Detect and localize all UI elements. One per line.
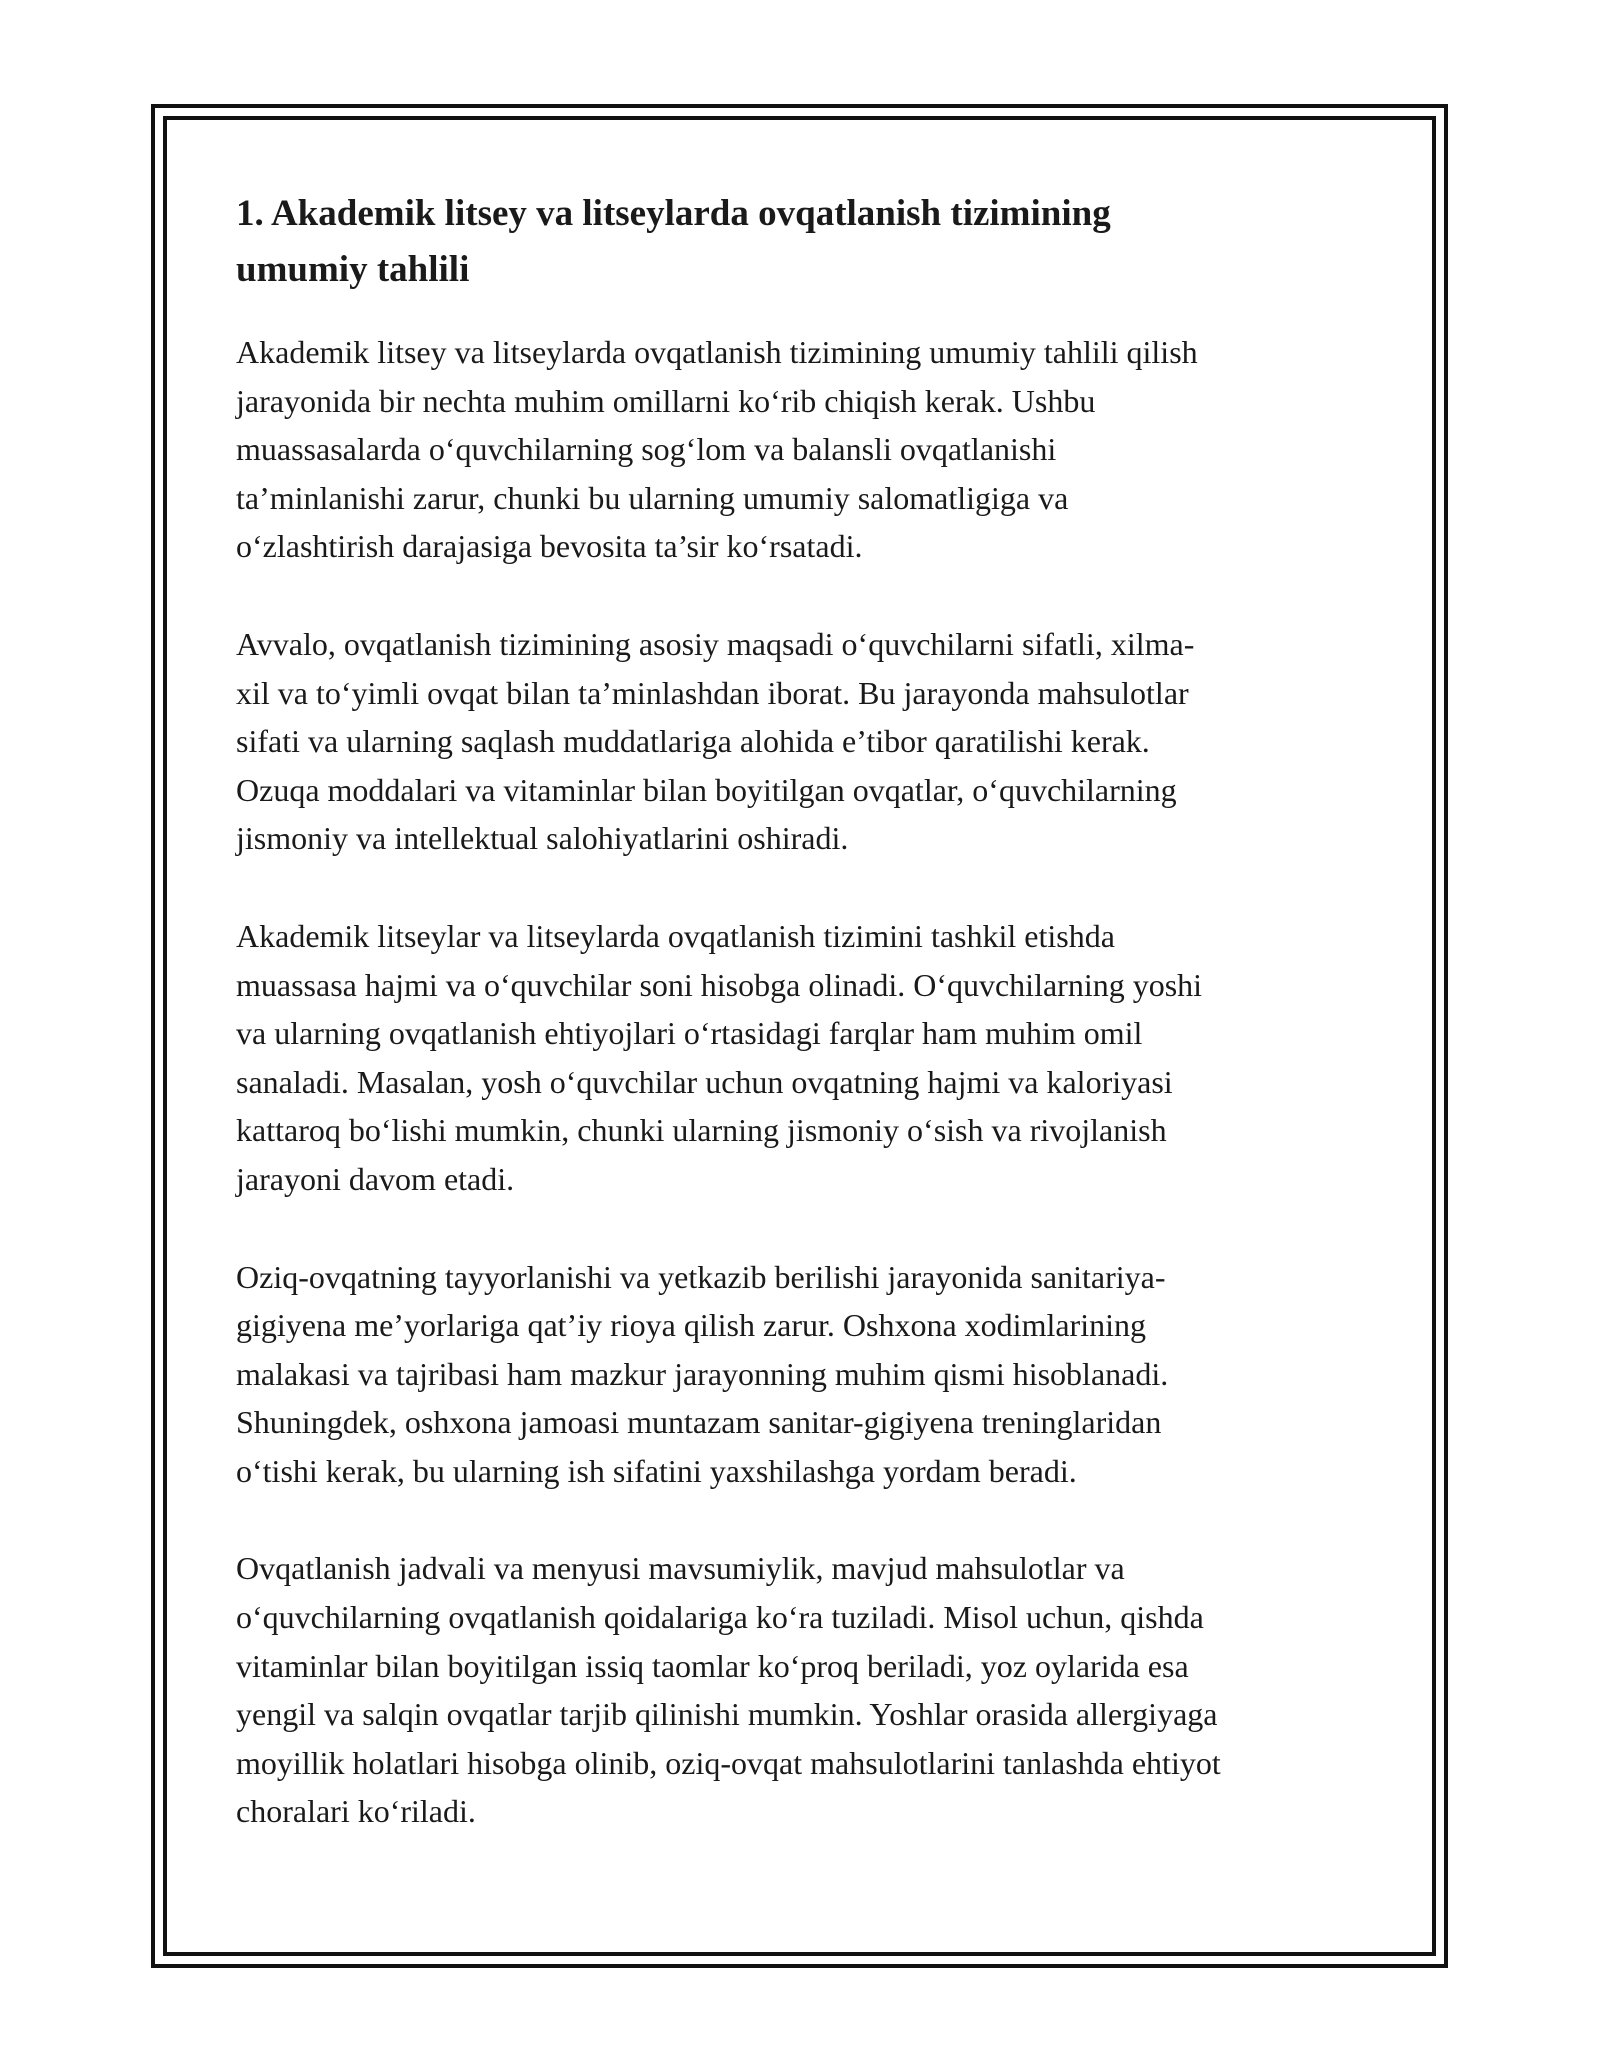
section-heading: 1. Akademik litsey va litseylarda ovqatlanish tizimining umumiy tahlili <box>236 193 1111 290</box>
paragraph-5: Ovqatlanish jadvali va menyusi mavsumiylik, mavjud mahsulotlar va o‘quvchilarning ovqatlanish qoidalariga ko‘ra tuziladi. Misol uchun, qishda vitaminlar bilan boyitilgan issiq taomlar ko‘proq beriladi, yoz oylarida esa yengil va salqin ovqatlar tarjib qilinishi mumkin. Yoshlar orasida allergiyaga moyillik holatlari hisobga olinib, oziq-ovqat mahsulotlarini tanlashda ehtiyot choralari ko‘riladi. <box>236 1550 1221 1830</box>
document-content <box>236 186 1396 1885</box>
paragraph-2: Avvalo, ovqatlanish tizimining asosiy maqsadi o‘quvchilarni sifatli, xilma- xil va to‘yimli ovqat bilan ta’minlashdan iborat. Bu jarayonda mahsulotlar sifati va ularning saqlash muddatlariga alohida e’tibor qaratilishi kerak. Ozuqa moddalari va vitaminlar bilan boyitilgan ovqatlar, o‘quvchilarning jismoniy va intellektual salohiyatlarini oshiradi. <box>236 625 1195 857</box>
paragraph-1: Akademik litsey va litseylarda ovqatlanish tizimining umumiy tahlili qilish jarayonida bir nechta muhim omillarni ko‘rib chiqish kerak. Ushbu muassasalarda o‘quvchilarning sog‘lom va balansli ovqatlanishi ta’minlanishi zarur, chunki bu ularning umumiy salomatligiga va o‘zlashtirish darajasiga bevosita ta’sir ko‘rsatadi. <box>236 334 1198 565</box>
paragraph-4: Oziq-ovqatning tayyorlanishi va yetkazib berilishi jarayonida sanitariya- gigiyena me’yorlariga qat’iy rioya qilish zarur. Oshxona xodimlarining malakasi va tajribasi ham mazkur jarayonning muhim qismi hisoblanadi. Shuningdek, oshxona jamoasi muntazam sanitar-gigiyena treninglaridan o‘tishi kerak, bu ularning ish sifatini yaxshilashga yordam beradi. <box>236 1258 1169 1489</box>
paragraph-3: Akademik litseylar va litseylarda ovqatlanish tizimini tashkil etishda muassasa hajmi va o‘quvchilar soni hisobga olinadi. O‘quvchilarning yoshi va ularning ovqatlanish ehtiyojlari o‘rtasidagi farqlar ham muhim omil sanaladi. Masalan, yosh o‘quvchilar uchun ovqatning hajmi va kaloriyasi kattaroq bo‘lishi mumkin, chunki ularning jismoniy o‘sish va rivojlanish jarayoni davom etadi. <box>236 917 1203 1197</box>
